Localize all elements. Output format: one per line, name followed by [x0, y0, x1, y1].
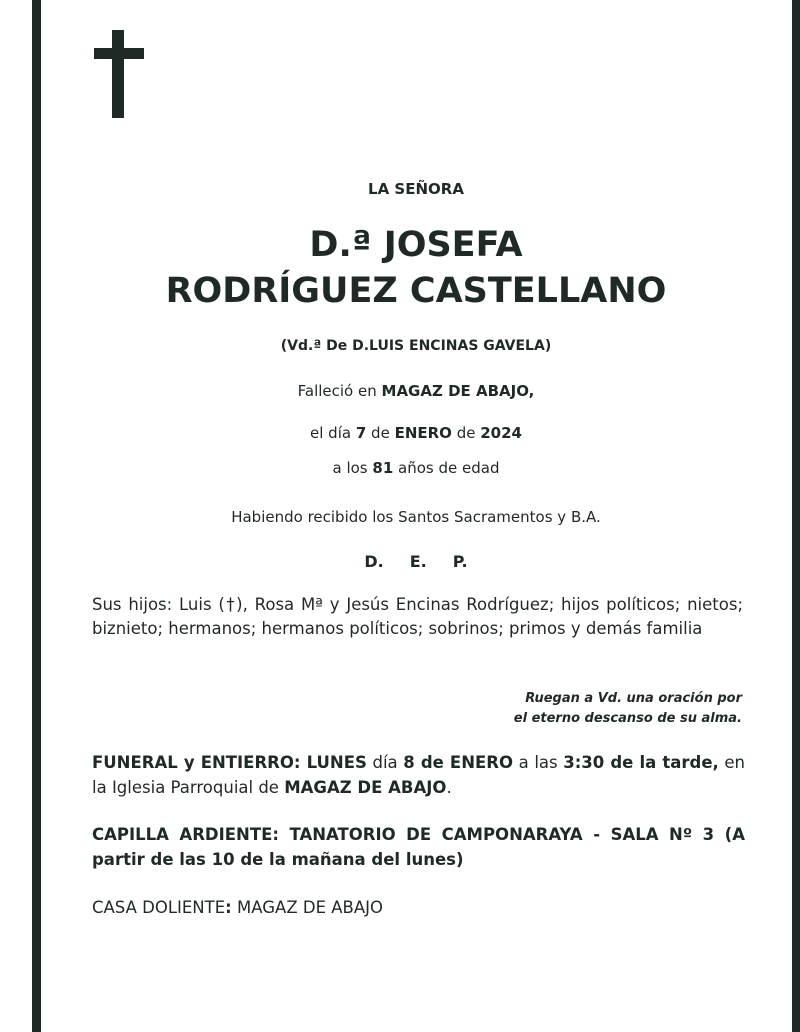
death-place-line: Falleció en MAGAZ DE ABAJO, — [297, 382, 535, 400]
family-home-line: CASA DOLIENTE: MAGAZ DE ABAJO — [92, 898, 383, 917]
family-paragraph: Sus hijos: Luis (†), Rosa Mª y Jesús Encinas Rodríguez; hijos políticos; nietos; biznieto; hermanos; hermanos políticos; sobrinos; primos y demás familia — [92, 595, 743, 638]
wake-paragraph: CAPILLA ARDIENTE: TANATORIO DE CAMPONARAYA - SALA Nº 3 (A partir de las 10 de la mañana del lunes) — [92, 825, 745, 869]
death-date-line: el día 7 de ENERO de 2024 — [310, 424, 522, 442]
age-line: a los 81 años de edad — [332, 459, 500, 477]
title: LA SEÑORA — [368, 180, 464, 198]
cross-icon — [94, 30, 144, 118]
right-border — [792, 0, 800, 1032]
dep-line: D. E. P. — [364, 552, 468, 571]
sacraments-line: Habiendo recibido los Santos Sacramentos y B.A. — [231, 508, 601, 526]
death-place: MAGAZ DE ABAJO, — [381, 382, 535, 400]
widow-note: (Vd.ª De D.LUIS ENCINAS GAVELA) — [280, 338, 552, 354]
prayer-request: Ruegan a Vd. una oración por el eterno descanso de su alma. — [513, 691, 742, 726]
deceased-name-line1: D.ª JOSEFA — [309, 225, 523, 265]
funeral-paragraph: FUNERAL y ENTIERRO: LUNES día 8 de ENERO a las 3:30 de la tarde, en la Iglesia Parroquial de MAGAZ DE ABAJO. — [92, 753, 745, 797]
deceased-name-line2: RODRÍGUEZ CASTELLANO — [165, 271, 667, 311]
